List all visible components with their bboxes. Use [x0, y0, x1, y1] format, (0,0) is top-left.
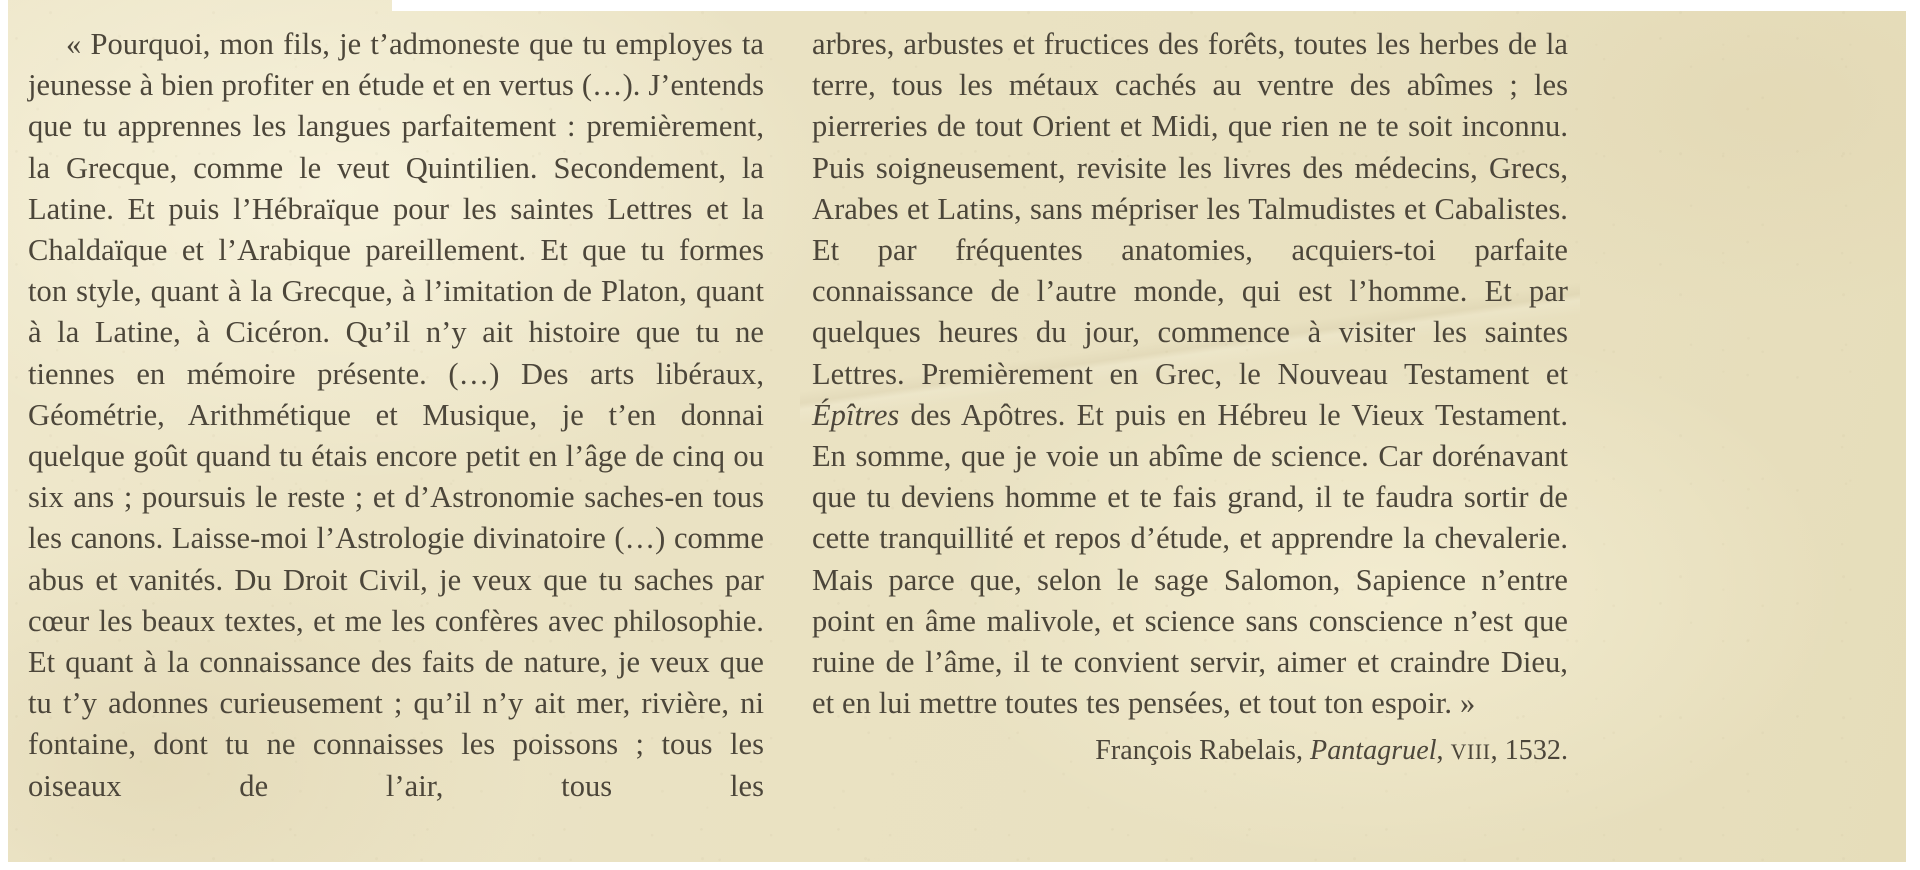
attribution-year: 1532.: [1504, 735, 1568, 767]
text-column-left: [0, 0, 800, 870]
work-title-epitres: Épîtres: [812, 397, 900, 432]
quote-text-right-after-title: des Apôtres. Et puis en Hébreu le Vieux Testament. En somme, que je voie un abîme de science. Car dorénavant que tu deviens homme et te fais grand, il te faudra sortir de cette tranquillité et repos d’étude, et apprendre la chevalerie. Mais parce que, selon le sage Salomon, Sapience n’entre point en âme malivole, et science sans conscience n’est que ruine de l’âme, il te convient servir, aimer et craindre Dieu, et en lui mettre toutes tes pensées, et tout ton espoir. »: [812, 397, 1568, 721]
attribution-sep-3: ,: [1490, 735, 1505, 767]
attribution-sep-1: ,: [1295, 735, 1311, 767]
quote-paragraph-part-2: [812, 24, 1568, 724]
quote-text-left: « Pourquoi, mon fils, je t’admoneste que tu employes ta jeunesse à bien profiter en étude et en vertus (…). J’entends que tu apprennes les langues parfaitement : premièrement, la Grecque, comme le veut Quintilien. Secondement, la Latine. Et puis l’Hébraïque pour les saintes Lettres et la Chaldaïque et l’Arabique pareillement. Et que tu formes ton style, quant à la Grecque, à l’imitation de Platon, quant à la Latine, à Cicéron. Qu’il n’y ait histoire que tu ne tiennes en mémoire présente. (…) Des arts libéraux, Géométrie, Arithmétique et Musique, je t’en donnai quelque goût quand tu étais encore petit en l’âge de cinq ou six ans ; poursuis le reste ; et d’Astronomie saches-en tous les canons. Laisse-moi l’Astrologie divinatoire (…) comme abus et vanités. Du Droit Civil, je veux que tu saches par cœur les beaux textes, et me les confères avec philosophie. Et quant à la connaissance des faits de nature, je veux que tu t’y adonnes curieusement ; qu’il n’y ait mer, rivière, ni fontaine, dont tu ne connaisses les poissons ; tous les oiseaux de l’air, tous les: [28, 27, 764, 803]
text-column-right: [800, 0, 1920, 870]
attribution-work-title: Pantagruel: [1310, 735, 1437, 767]
quote-text-right-before-title: arbres, arbustes et fructices des forêts, toutes les herbes de la terre, tous les métaux cachés au ventre des abîmes ; les pierreries de tout Orient et Midi, que rien ne te soit inconnu. Puis soigneusement, revisite les livres des médecins, Grecs, Arabes et Latins, sans mépriser les Talmudistes et Cabalistes. Et par fréquentes anatomies, acquiers-toi parfaite connaissance de l’autre monde, qui est l’homme. Et par quelques heures du jour, commence à visiter les saintes Lettres. Premièrement en Grec, le Nouveau Testament et: [812, 27, 1568, 391]
quote-paragraph-part-1: [28, 24, 764, 807]
source-attribution: [812, 731, 1568, 772]
attribution-sep-2: ,: [1436, 735, 1451, 767]
attribution-author: François Rabelais: [1095, 735, 1296, 767]
attribution-chapter: VIII: [1450, 740, 1491, 765]
